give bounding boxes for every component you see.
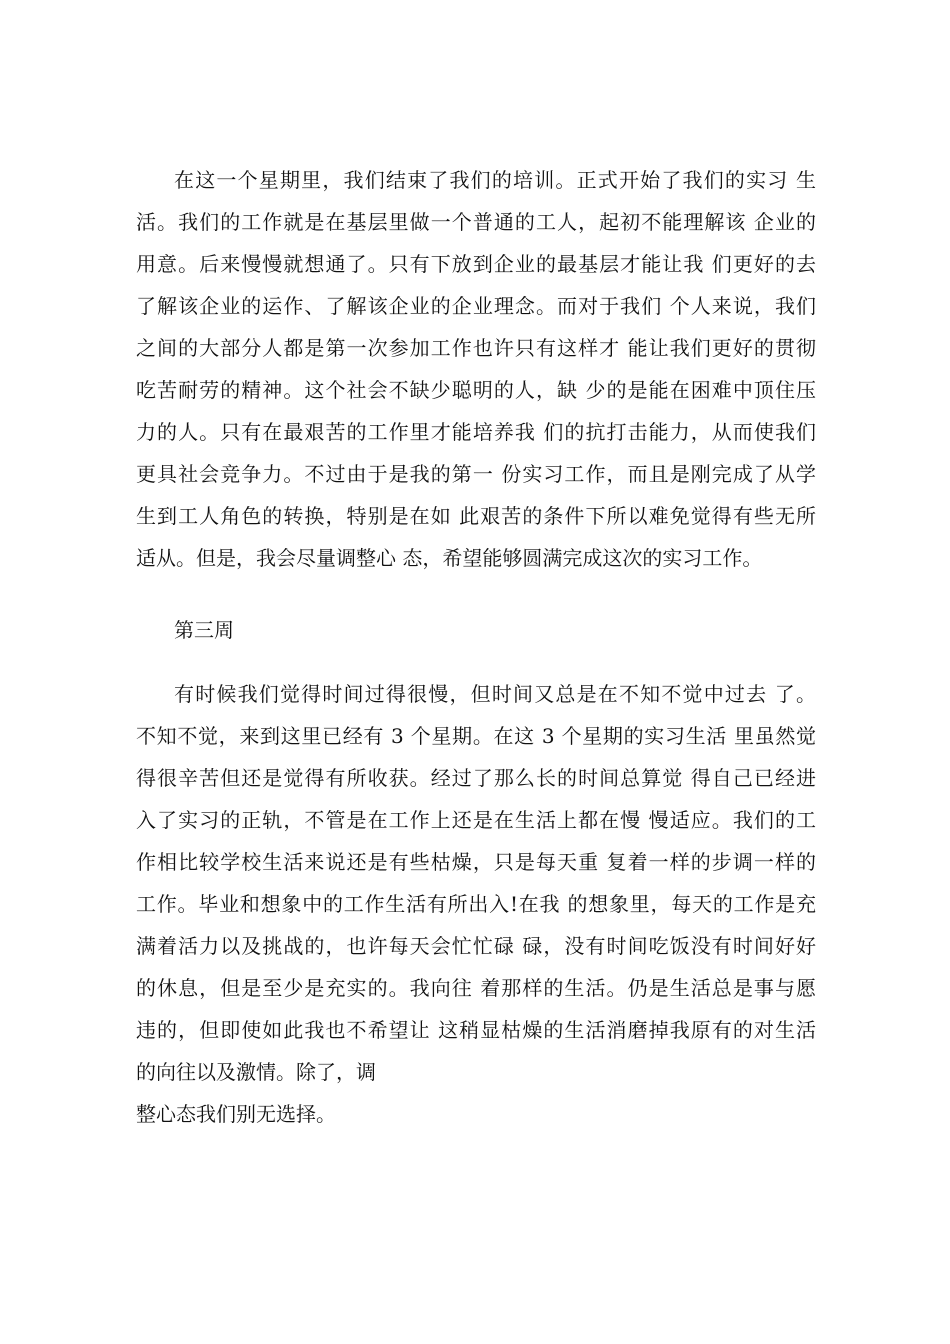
paragraph-1-line: 用意。后来慢慢就想通了。只有下放到企业的最基层才能让我 们更好的去: [136, 252, 816, 276]
paragraph-2-line: 整心态我们别无选择。: [136, 1102, 336, 1126]
paragraph-1-line: 在这一个星期里，我们结束了我们的培训。正式开始了我们的实习 生: [174, 168, 816, 192]
paragraph-2-line: 不知不觉，来到这里已经有 3 个星期。在这 3 个星期的实习生活 里虽然觉: [136, 724, 816, 748]
paragraph-1-line: 活。我们的工作就是在基层里做一个普通的工人，起初不能理解该 企业的: [136, 210, 816, 234]
paragraph-2-line: 违的，但即使如此我也不希望让 这稍显枯燥的生活消磨掉我原有的对生活: [136, 1018, 816, 1042]
paragraph-2-line: 的休息，但是至少是充实的。我向往 着那样的生活。仍是生活总是事与愿: [136, 976, 816, 1000]
paragraph-1-line: 适从。但是，我会尽量调整心 态，希望能够圆满完成这次的实习工作。: [136, 546, 763, 570]
paragraph-2-line: 有时候我们觉得时间过得很慢，但时间又总是在不知不觉中过去 了。: [174, 682, 816, 706]
paragraph-2-line: 作相比较学校生活来说还是有些枯燥，只是每天重 复着一样的步调一样的: [136, 850, 816, 874]
paragraph-2-line: 的向往以及激情。除了，调: [136, 1060, 376, 1084]
paragraph-2-line: 满着活力以及挑战的，也许每天会忙忙碌 碌，没有时间吃饭没有时间好好: [136, 934, 816, 958]
paragraph-1-line: 吃苦耐劳的精神。这个社会不缺少聪明的人，缺 少的是能在困难中顶住压: [136, 378, 816, 402]
paragraph-1-line: 之间的大部分人都是第一次参加工作也许只有这样才 能让我们更好的贯彻: [136, 336, 816, 360]
paragraph-1-line: 生到工人角色的转换，特别是在如 此艰苦的条件下所以难免觉得有些无所: [136, 504, 816, 528]
paragraph-1-line: 更具社会竞争力。不过由于是我的第一 份实习工作，而且是刚完成了从学: [136, 462, 816, 486]
paragraph-1-line: 力的人。只有在最艰苦的工作里才能培养我 们的抗打击能力，从而使我们: [136, 420, 816, 444]
paragraph-2-line: 入了实习的正轨，不管是在工作上还是在生活上都在慢 慢适应。我们的工: [136, 808, 816, 832]
section-heading: 第三周: [174, 618, 234, 642]
paragraph-2-line: 工作。毕业和想象中的工作生活有所出入!在我 的想象里，每天的工作是充: [136, 892, 816, 916]
paragraph-1-line: 了解该企业的运作、了解该企业的企业理念。而对于我们 个人来说，我们: [136, 294, 816, 318]
paragraph-2-line: 得很辛苦但还是觉得有所收获。经过了那么长的时间总算觉 得自己已经进: [136, 766, 816, 790]
